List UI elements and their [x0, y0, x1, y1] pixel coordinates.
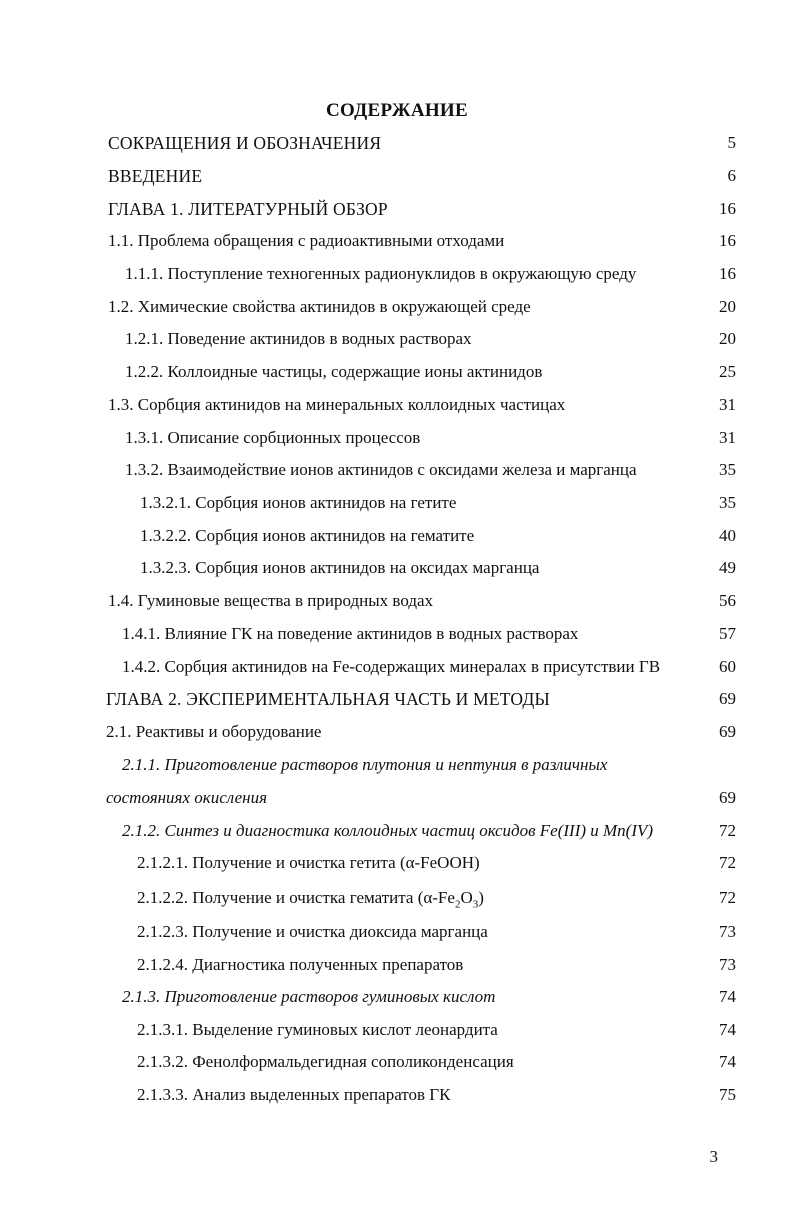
toc-entry-label: 2.1. Реактивы и оборудование [106, 722, 322, 741]
toc-entry [0, 164, 794, 188]
toc-entry-page: 20 [719, 297, 736, 316]
toc-entry-page: 31 [719, 428, 736, 447]
toc-entry-page: 20 [719, 329, 736, 348]
toc-entry-label: 2.1.2.4. Диагностика полученных препаратов [137, 955, 464, 974]
toc-entry [0, 720, 794, 744]
toc-entry-label: 1.3.2. Взаимодействие ионов актинидов с оксидами железа и марганца [125, 460, 637, 479]
toc-entry [0, 920, 794, 944]
toc-entry [0, 295, 794, 319]
toc-entry [0, 229, 794, 253]
toc-entry-label: 2.1.2.3. Получение и очистка диоксида марганца [137, 922, 488, 941]
toc-entry-label: 1.4. Гуминовые вещества в природных водах [108, 591, 434, 610]
toc-entry-label: 1.2. Химические свойства актинидов в окружающей среде [108, 297, 531, 316]
toc-entry-label: 2.1.3.3. Анализ выделенных препаратов ГК [137, 1085, 451, 1104]
toc-entry-page: 74 [719, 987, 736, 1006]
toc-entry-label: 1.1.1. Поступление техногенных радионуклидов в окружающую среду [125, 264, 637, 283]
toc-entry-page: 72 [719, 853, 736, 872]
toc-entry [0, 1018, 794, 1042]
toc-entry-page: 69 [719, 788, 736, 807]
toc-entry-label: ГЛАВА 2. ЭКСПЕРИМЕНТАЛЬНАЯ ЧАСТЬ И МЕТОДЫ [106, 689, 550, 709]
toc-entry-page: 6 [727, 166, 736, 185]
toc-entry-label: ГЛАВА 1. ЛИТЕРАТУРНЫЙ ОБЗОР [108, 199, 388, 219]
toc-entry-page: 69 [719, 722, 736, 741]
toc-entry-page: 72 [719, 888, 736, 907]
toc-entry-label: ВВЕДЕНИЕ [108, 166, 203, 186]
toc-entry-page: 72 [719, 821, 736, 840]
toc-entry [0, 131, 794, 155]
toc-entry-label: 1.2.1. Поведение актинидов в водных растворах [125, 329, 472, 348]
toc-entry [0, 458, 794, 482]
toc-entry [0, 491, 794, 515]
toc-entry-page: 74 [719, 1052, 736, 1071]
toc-entry-label: 2.1.2. Синтез и диагностика коллоидных частиц оксидов Fe(III) и Mn(IV) [122, 821, 654, 840]
page-title: СОДЕРЖАНИЕ [326, 100, 468, 121]
toc-entry [0, 556, 794, 580]
toc-entry [0, 1050, 794, 1074]
toc-entry-page: 35 [719, 460, 736, 479]
toc-entry-page: 49 [719, 558, 736, 577]
toc-entry [0, 985, 794, 1009]
toc-entry-page: 16 [719, 231, 736, 250]
toc-entry-label: 1.3.1. Описание сорбционных процессов [125, 428, 421, 447]
toc-entry [0, 886, 794, 910]
page-number: 3 [709, 1147, 718, 1166]
toc-entry-page: 60 [719, 657, 736, 676]
toc-entry [0, 753, 794, 777]
toc-entry-page: 40 [719, 526, 736, 545]
toc-entry [0, 622, 794, 646]
toc-entry-page: 73 [719, 955, 736, 974]
toc-entry-label: 2.1.3.2. Фенолформальдегидная сополиконденсация [137, 1052, 514, 1071]
toc-entry [0, 655, 794, 679]
toc-entry-continuation [0, 786, 794, 810]
toc-entry-label: 1.4.1. Влияние ГК на поведение актинидов в водных растворах [122, 624, 579, 643]
toc-entry-page: 5 [727, 133, 736, 152]
toc-entry [0, 851, 794, 875]
toc-entry-page: 74 [719, 1020, 736, 1039]
toc-entry-label: 1.3. Сорбция актинидов на минеральных коллоидных частицах [108, 395, 566, 414]
toc-entry [0, 327, 794, 351]
toc-entry-page: 69 [719, 689, 736, 708]
toc-entry-label: 1.3.2.3. Сорбция ионов актинидов на оксидах марганца [140, 558, 540, 577]
toc-entry-label: 1.1. Проблема обращения с радиоактивными отходами [108, 231, 505, 250]
toc-entry-page: 35 [719, 493, 736, 512]
toc-entry [0, 426, 794, 450]
toc-entry-label: 2.1.3. Приготовление растворов гуминовых кислот [122, 987, 496, 1006]
toc-entry-page: 73 [719, 922, 736, 941]
toc-entry [0, 1083, 794, 1107]
toc-entry-page: 31 [719, 395, 736, 414]
toc-entry [0, 197, 794, 221]
toc-entry-label: 1.2.2. Коллоидные частицы, содержащие ионы актинидов [125, 362, 543, 381]
toc-entry-label: состояниях окисления [106, 788, 267, 807]
toc-entry [0, 393, 794, 417]
toc-entry-label: 2.1.2.2. Получение и очистка гематита $(\alpha-Fe_2O_3)$ [137, 888, 484, 911]
toc-entry-page: 16 [719, 199, 736, 218]
toc-entry [0, 819, 794, 843]
toc-entry-label: СОКРАЩЕНИЯ И ОБОЗНАЧЕНИЯ [108, 133, 382, 153]
toc-entry-page: 57 [719, 624, 736, 643]
toc-entry [0, 953, 794, 977]
toc-entry [0, 589, 794, 613]
toc-entry-page: 25 [719, 362, 736, 381]
toc-entry [0, 360, 794, 384]
toc-entry-page: 56 [719, 591, 736, 610]
toc-entry [0, 524, 794, 548]
toc-entry [0, 687, 794, 711]
toc-entry-label: 1.4.2. Сорбция актинидов на Fe-содержащих минералах в присутствии ГВ [122, 657, 661, 676]
toc-entry-page: 75 [719, 1085, 736, 1104]
toc-entry [0, 262, 794, 286]
toc-entry-label: 2.1.2.1. Получение и очистка гетита (α-FeOOH) [137, 853, 480, 872]
toc-entry-label: 1.3.2.2. Сорбция ионов актинидов на гематите [140, 526, 475, 545]
toc-entry-page: 16 [719, 264, 736, 283]
toc-entry-label: 1.3.2.1. Сорбция ионов актинидов на гетите [140, 493, 457, 512]
toc-entry-label: 2.1.3.1. Выделение гуминовых кислот леонардита [137, 1020, 498, 1039]
toc-entry-label: 2.1.1. Приготовление растворов плутония и нептуния в различных [122, 755, 608, 774]
